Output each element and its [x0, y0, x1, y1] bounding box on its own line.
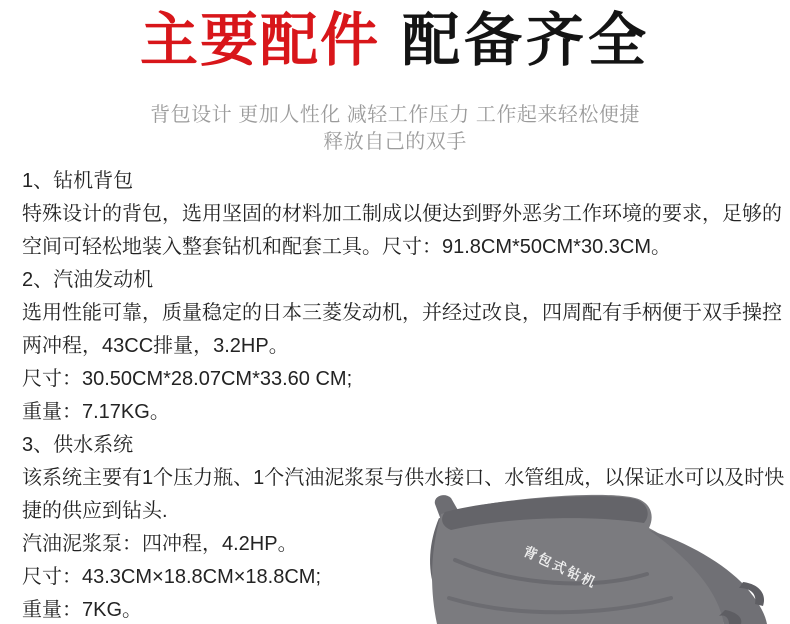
section-3-text-line: 尺寸：43.3CM×18.8CM×18.8CM;: [22, 566, 322, 588]
section-2-text-line: 尺寸：30.50CM*28.07CM*33.60 CM;: [22, 368, 353, 390]
title-main-accessories: 主要配件: [139, 8, 380, 73]
subtitle-line-1: 背包设计 更加人性化 减轻工作压力 工作起来轻松便捷: [150, 104, 640, 126]
section-3-text-line: 捷的供应到钻头.: [22, 500, 168, 522]
page-title: [0, 6, 790, 76]
section-3-text-line: 重量：7KG。: [22, 599, 143, 621]
backpack-product-image: [425, 490, 790, 624]
section-3-text-line: 汽油泥浆泵：四冲程，4.2HP。: [22, 533, 298, 555]
backpack-illustration: [425, 490, 790, 624]
section-2-text-line: 选用性能可靠，质量稳定的日本三菱发动机，并经过改良，四周配有手柄便于双手操控: [22, 302, 782, 324]
section-2-text-line: 重量：7.17KG。: [22, 401, 170, 423]
section-2-heading: 2、汽油发动机: [22, 269, 154, 291]
backpack-label: 背包式钻机: [520, 543, 600, 592]
subtitle-line-2: 释放自己的双手: [323, 131, 467, 153]
section-3-heading: 3、供水系统: [22, 434, 134, 456]
title-fully-equipped: 配备齐全: [402, 8, 651, 73]
subtitle: [0, 102, 790, 156]
section-2-text-line: 两冲程，43CC排量，3.2HP。: [22, 335, 289, 357]
section-1-text-line: 空间可轻松地装入整套钻机和配套工具。尺寸：91.8CM*50CM*30.3CM。: [22, 236, 671, 258]
section-3-text-line: 该系统主要有1个压力瓶、1个汽油泥浆泵与供水接口、水管组成，以保证水可以及时快: [22, 467, 785, 489]
section-1-heading: 1、钻机背包: [22, 170, 134, 192]
section-1-text-line: 特殊设计的背包，选用坚固的材料加工制成以便达到野外恶劣工作环境的要求，足够的: [22, 203, 782, 225]
